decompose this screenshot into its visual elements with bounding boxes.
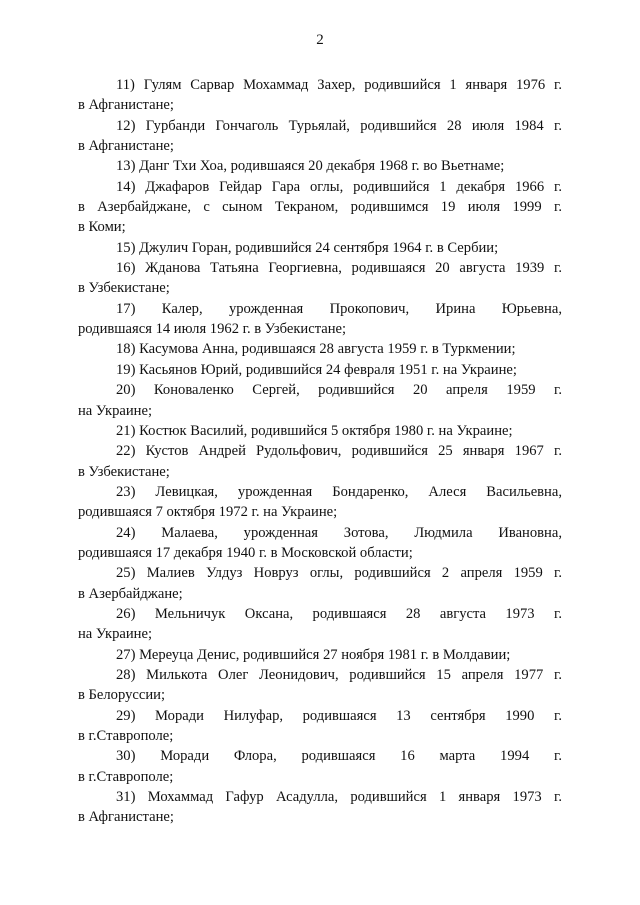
list-item-line: 18) Касумова Анна, родившаяся 28 августа 1959 г. в Туркмении; [116,341,516,358]
list-item-line: в Азербайджане; [78,585,183,602]
list-item-line: 25) Малиев Улдуз Новруз оглы, родившийся 2 апреля 1959 г. [116,565,562,582]
list-item-line: родившаяся 17 декабря 1940 г. в Московской области; [78,544,413,561]
list-item-line: 22) Кустов Андрей Рудольфович, родившийся 25 января 1967 г. [116,443,562,460]
list-item [78,787,562,828]
list-item-line: 16) Жданова Татьяна Георгиевна, родившаяся 20 августа 1939 г. [116,260,562,277]
list-item-line: 15) Джулич Горан, родившийся 24 сентября 1964 г. в Сербии; [116,239,499,256]
list-item-line: 28) Милькота Олег Леонидович, родившийся 15 апреля 1977 г. [116,666,562,683]
list-item [78,339,562,359]
list-item-line: 29) Моради Нилуфар, родившаяся 13 сентября 1990 г. [116,707,562,724]
list-item [78,360,562,380]
list-item [78,604,562,645]
list-item [78,523,562,564]
list-item-line: 19) Касьянов Юрий, родившийся 24 февраля 1951 г. на Украине; [116,361,517,378]
document-body [78,75,562,828]
list-item-line: 21) Костюк Василий, родившийся 5 октября 1980 г. на Украине; [116,422,513,439]
list-item [78,665,562,706]
list-item [78,645,562,665]
list-item-line: родившаяся 14 июля 1962 г. в Узбекистане; [78,321,347,338]
list-item [78,482,562,523]
list-item-line: на Украине; [78,626,153,643]
list-item-line: 23) Левицкая, урожденная Бондаренко, Алеся Васильевна, [116,483,562,500]
list-item [78,177,562,238]
list-item-line: в г.Ставрополе; [78,768,174,785]
list-item [78,156,562,176]
list-item-line: родившаяся 7 октября 1972 г. на Украине; [78,504,338,521]
list-item-line: 17) Калер, урожденная Прокопович, Ирина Юрьевна, [116,300,562,317]
list-item-line: в Коми; [78,219,126,236]
list-item-line: в г.Ставрополе; [78,728,174,744]
list-item-line: в Афганистане; [78,97,174,114]
list-item-line: в Узбекистане; [78,463,170,480]
list-item [78,75,562,116]
list-item [78,441,562,482]
list-item-line: в Афганистане; [78,809,174,826]
list-item-line: 27) Мереуца Денис, родившийся 27 ноября 1981 г. в Молдавии; [116,646,511,663]
list-item [78,746,562,787]
list-item [78,299,562,340]
list-item-line: 30) Моради Флора, родившаяся 16 марта 1994 г. [116,748,562,765]
list-item-line: в Узбекистане; [78,280,170,297]
page-number: 2 [316,32,324,48]
list-item [78,563,562,604]
list-item [78,116,562,157]
list-item-line: в Азербайджане, с сыном Текраном, родившимся 19 июля 1999 г. [78,199,562,216]
list-item-line: 26) Мельничук Оксана, родившаяся 28 августа 1973 г. [116,605,562,622]
list-item-line: в Белоруссии; [78,687,166,704]
list-item [78,380,562,421]
list-item-line: в Афганистане; [78,138,174,155]
list-item-line: 13) Данг Тхи Хоа, родившаяся 20 декабря 1968 г. во Вьетнаме; [116,158,505,175]
list-item-line: 31) Мохаммад Гафур Асадулла, родившийся 1 января 1973 г. [116,789,562,806]
list-item [78,421,562,441]
list-item-line: на Украине; [78,402,153,419]
list-item [78,706,562,747]
list-item [78,258,562,299]
list-item-line: 12) Гурбанди Гончаголь Турьялай, родившийся 28 июля 1984 г. [116,117,562,134]
list-item-line: 11) Гулям Сарвар Мохаммад Захер, родившийся 1 января 1976 г. [116,77,562,93]
list-item [78,238,562,258]
list-item-line: 24) Малаева, урожденная Зотова, Людмила Ивановна, [116,524,562,541]
list-item-line: 20) Коноваленко Сергей, родившийся 20 апреля 1959 г. [116,382,562,399]
list-item-line: 14) Джафаров Гейдар Гара оглы, родившийся 1 декабря 1966 г. [116,178,562,195]
